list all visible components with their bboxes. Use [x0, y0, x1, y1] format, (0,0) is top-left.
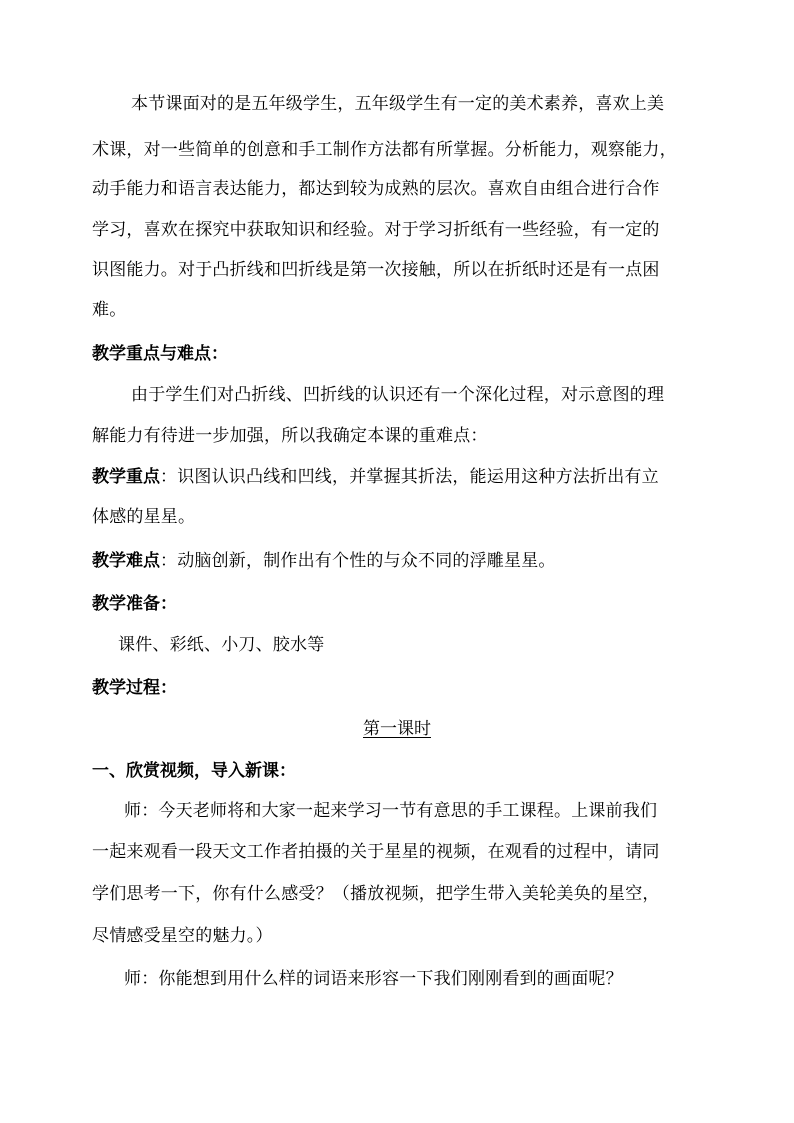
- key-point-text: ：识图认识凸线和凹线，并掌握其折法，能运用这种方法折出有立: [160, 467, 659, 487]
- key-difficult-heading: 教学重点与难点：: [92, 344, 228, 364]
- analysis-line-2: 术课，对一些简单的创意和手工制作方法都有所掌握。分析能力，观察能力，: [92, 140, 677, 160]
- key-difficult-line-2: 解能力有待进一步加强，所以我确定本课的重难点：: [92, 426, 488, 446]
- analysis-line-5: 识图能力。对于凸折线和凹折线是第一次接触，所以在折纸时还是有一点困: [92, 260, 660, 280]
- analysis-line-4: 学习，喜欢在探究中获取知识和经验。对于学习折纸有一些经验，有一定的: [92, 220, 660, 240]
- analysis-line-6: 难。: [92, 300, 127, 320]
- key-point-line: [92, 466, 732, 488]
- key-point-label: 教学重点: [92, 467, 160, 487]
- teacher-line-1: 师：今天老师将和大家一起来学习一节有意思的手工课程。上课前我们: [124, 801, 658, 821]
- preparation-text: 课件、彩纸、小刀、胶水等: [118, 635, 325, 655]
- difficulty-text: ：动脑创新，制作出有个性的与众不同的浮雕星星。: [160, 551, 556, 571]
- teacher-line-3: 学们思考一下，你有什么感受？（播放视频，把学生带入美轮美奂的星空，: [92, 884, 660, 904]
- key-point-line-2: 体感的星星。: [92, 507, 196, 527]
- lesson-title: 第一课时: [363, 719, 431, 739]
- difficulty-label: 教学难点: [92, 551, 160, 571]
- key-difficult-line-1: 由于学生们对凸折线、凹折线的认识还有一个深化过程，对示意图的理: [131, 385, 665, 405]
- preparation-heading: 教学准备：: [92, 594, 177, 614]
- section-one-heading: 一、欣赏视频，导入新课：: [92, 761, 296, 781]
- teacher-line-4: 尽情感受星空的魅力。）: [92, 926, 273, 946]
- analysis-line-3: 动手能力和语言表达能力，都达到较为成熟的层次。喜欢自由组合进行合作: [92, 179, 660, 199]
- analysis-line-1: 本节课面对的是五年级学生，五年级学生有一定的美术素养，喜欢上美: [131, 94, 665, 114]
- process-heading: 教学过程：: [92, 678, 177, 698]
- difficulty-line: [92, 550, 732, 572]
- teacher-question: 师：你能想到用什么样的词语来形容一下我们刚刚看到的画面呢？: [124, 969, 623, 989]
- teacher-line-2: 一起来观看一段天文工作者拍摄的关于星星的视频，在观看的过程中，请同: [92, 842, 660, 862]
